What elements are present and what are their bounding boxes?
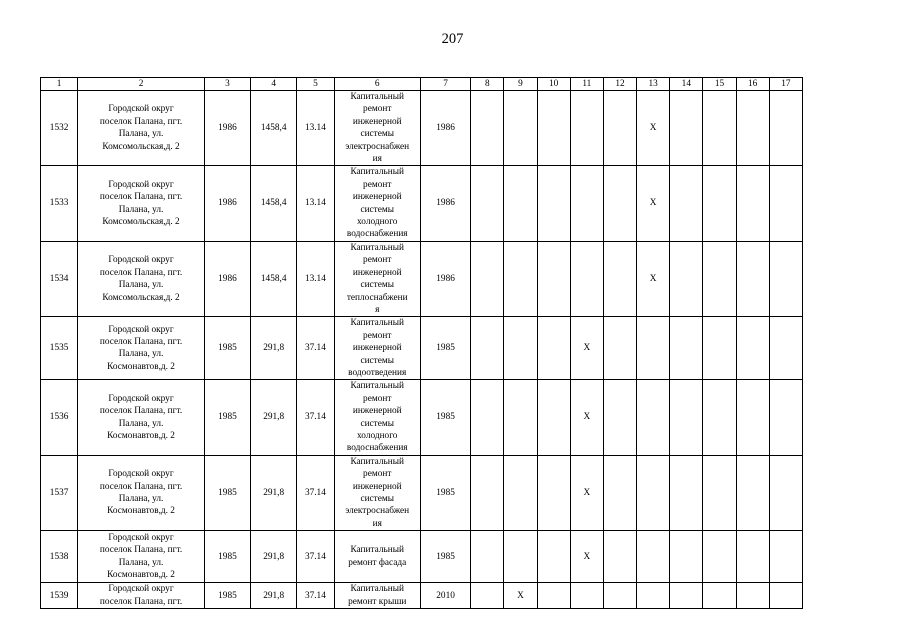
- empty-cell: [637, 380, 670, 455]
- empty-cell: [537, 455, 570, 530]
- area-cell: 291,8: [251, 583, 297, 609]
- address-cell: Городской округ поселок Палана, пгт. Палана, ул. Космонавтов,д. 2: [78, 317, 205, 380]
- empty-cell: [736, 241, 769, 316]
- empty-cell: [570, 91, 603, 166]
- empty-cell: [537, 583, 570, 609]
- empty-cell: [670, 583, 703, 609]
- table-row: [41, 317, 803, 380]
- empty-cell: [670, 91, 703, 166]
- year-built-cell: 1986: [204, 166, 250, 241]
- empty-cell: [703, 317, 736, 380]
- empty-cell: [603, 380, 636, 455]
- column-header: 17: [769, 78, 802, 91]
- code-cell: 13.14: [297, 241, 334, 316]
- column-header: 10: [537, 78, 570, 91]
- year-built-cell: 1985: [204, 531, 250, 583]
- address-cell: Городской округ поселок Палана, пгт. Палана, ул. Комсомольская,д. 2: [78, 241, 205, 316]
- year-built-cell: 1986: [204, 91, 250, 166]
- empty-cell: [504, 455, 537, 530]
- mark-cell: X: [504, 583, 537, 609]
- mark-cell: X: [637, 166, 670, 241]
- area-cell: 291,8: [251, 531, 297, 583]
- empty-cell: [769, 166, 802, 241]
- column-header: 7: [420, 78, 470, 91]
- mark-cell: X: [637, 91, 670, 166]
- empty-cell: [769, 91, 802, 166]
- work-type-cell: Капитальный ремонт инженерной системы холодного водоснабжения: [334, 380, 420, 455]
- row-number-cell: 1539: [41, 583, 78, 609]
- table-row: [41, 455, 803, 530]
- empty-cell: [769, 380, 802, 455]
- empty-cell: [703, 455, 736, 530]
- address-cell: Городской округ поселок Палана, пгт. Палана, ул. Комсомольская,д. 2: [78, 166, 205, 241]
- address-cell: Городской округ поселок Палана, пгт. Палана, ул. Космонавтов,д. 2: [78, 455, 205, 530]
- table-row: [41, 380, 803, 455]
- empty-cell: [670, 241, 703, 316]
- empty-cell: [736, 166, 769, 241]
- empty-cell: [471, 91, 504, 166]
- year-built-cell: 1985: [204, 583, 250, 609]
- address-cell: Городской округ поселок Палана, пгт. Палана, ул. Комсомольская,д. 2: [78, 91, 205, 166]
- empty-cell: [670, 455, 703, 530]
- empty-cell: [471, 380, 504, 455]
- work-year-cell: 1985: [420, 380, 470, 455]
- empty-cell: [537, 380, 570, 455]
- empty-cell: [603, 583, 636, 609]
- code-cell: 37.14: [297, 380, 334, 455]
- empty-cell: [670, 317, 703, 380]
- empty-cell: [537, 91, 570, 166]
- row-number-cell: 1535: [41, 317, 78, 380]
- empty-cell: [471, 166, 504, 241]
- empty-cell: [736, 583, 769, 609]
- empty-cell: [769, 583, 802, 609]
- row-number-cell: 1537: [41, 455, 78, 530]
- column-header: 4: [251, 78, 297, 91]
- empty-cell: [736, 380, 769, 455]
- code-cell: 13.14: [297, 91, 334, 166]
- work-year-cell: 1986: [420, 166, 470, 241]
- empty-cell: [537, 241, 570, 316]
- code-cell: 37.14: [297, 583, 334, 609]
- code-cell: 37.14: [297, 455, 334, 530]
- empty-cell: [570, 166, 603, 241]
- mark-cell: X: [570, 455, 603, 530]
- mark-cell: X: [637, 241, 670, 316]
- column-header: 13: [637, 78, 670, 91]
- area-cell: 1458,4: [251, 166, 297, 241]
- address-cell: Городской округ поселок Палана, пгт.: [78, 583, 205, 609]
- year-built-cell: 1986: [204, 241, 250, 316]
- column-header: 9: [504, 78, 537, 91]
- empty-cell: [670, 380, 703, 455]
- empty-cell: [736, 91, 769, 166]
- empty-cell: [736, 455, 769, 530]
- empty-cell: [471, 583, 504, 609]
- work-type-cell: Капитальный ремонт инженерной системы электроснабжен ия: [334, 455, 420, 530]
- empty-cell: [736, 531, 769, 583]
- empty-cell: [570, 583, 603, 609]
- empty-cell: [471, 455, 504, 530]
- empty-cell: [570, 241, 603, 316]
- column-header: 8: [471, 78, 504, 91]
- column-header: 2: [78, 78, 205, 91]
- empty-cell: [637, 455, 670, 530]
- column-header: 16: [736, 78, 769, 91]
- empty-cell: [537, 531, 570, 583]
- empty-cell: [703, 531, 736, 583]
- row-number-cell: 1532: [41, 91, 78, 166]
- empty-cell: [603, 455, 636, 530]
- empty-cell: [537, 166, 570, 241]
- column-header: 11: [570, 78, 603, 91]
- table-row: [41, 91, 803, 166]
- page-number: 207: [441, 31, 464, 47]
- empty-cell: [703, 166, 736, 241]
- empty-cell: [471, 317, 504, 380]
- mark-cell: X: [570, 531, 603, 583]
- year-built-cell: 1985: [204, 380, 250, 455]
- column-header: 6: [334, 78, 420, 91]
- empty-cell: [736, 317, 769, 380]
- empty-cell: [703, 583, 736, 609]
- work-year-cell: 1985: [420, 317, 470, 380]
- column-header: 12: [603, 78, 636, 91]
- work-year-cell: 1986: [420, 91, 470, 166]
- address-cell: Городской округ поселок Палана, пгт. Палана, ул. Космонавтов,д. 2: [78, 531, 205, 583]
- empty-cell: [504, 91, 537, 166]
- empty-cell: [504, 531, 537, 583]
- empty-cell: [603, 241, 636, 316]
- year-built-cell: 1985: [204, 455, 250, 530]
- area-cell: 1458,4: [251, 241, 297, 316]
- empty-cell: [769, 241, 802, 316]
- work-type-cell: Капитальный ремонт крыши: [334, 583, 420, 609]
- empty-cell: [603, 317, 636, 380]
- work-year-cell: 1985: [420, 455, 470, 530]
- empty-cell: [637, 317, 670, 380]
- code-cell: 37.14: [297, 317, 334, 380]
- empty-cell: [471, 531, 504, 583]
- code-cell: 37.14: [297, 531, 334, 583]
- empty-cell: [769, 455, 802, 530]
- row-number-cell: 1536: [41, 380, 78, 455]
- work-type-cell: Капитальный ремонт инженерной системы электроснабжен ия: [334, 91, 420, 166]
- work-year-cell: 1985: [420, 531, 470, 583]
- work-year-cell: 1986: [420, 241, 470, 316]
- header-row: [41, 78, 803, 91]
- work-type-cell: Капитальный ремонт инженерной системы теплоснабжени я: [334, 241, 420, 316]
- work-type-cell: Капитальный ремонт инженерной системы холодного водоснабжения: [334, 166, 420, 241]
- empty-cell: [504, 241, 537, 316]
- code-cell: 13.14: [297, 166, 334, 241]
- area-cell: 1458,4: [251, 91, 297, 166]
- empty-cell: [537, 317, 570, 380]
- empty-cell: [471, 241, 504, 316]
- empty-cell: [703, 91, 736, 166]
- row-number-cell: 1533: [41, 166, 78, 241]
- empty-cell: [637, 583, 670, 609]
- empty-cell: [670, 531, 703, 583]
- empty-cell: [637, 531, 670, 583]
- work-type-cell: Капитальный ремонт инженерной системы водоотведения: [334, 317, 420, 380]
- row-number-cell: 1538: [41, 531, 78, 583]
- mark-cell: X: [570, 380, 603, 455]
- empty-cell: [703, 241, 736, 316]
- table-row: [41, 583, 803, 609]
- empty-cell: [504, 380, 537, 455]
- table-row: [41, 531, 803, 583]
- area-cell: 291,8: [251, 317, 297, 380]
- column-header: 1: [41, 78, 78, 91]
- column-header: 14: [670, 78, 703, 91]
- capital-repair-table: [40, 77, 803, 609]
- empty-cell: [670, 166, 703, 241]
- empty-cell: [603, 166, 636, 241]
- column-header: 5: [297, 78, 334, 91]
- empty-cell: [703, 380, 736, 455]
- column-header: 15: [703, 78, 736, 91]
- work-type-cell: Капитальный ремонт фасада: [334, 531, 420, 583]
- year-built-cell: 1985: [204, 317, 250, 380]
- table-row: [41, 241, 803, 316]
- area-cell: 291,8: [251, 380, 297, 455]
- work-year-cell: 2010: [420, 583, 470, 609]
- mark-cell: X: [570, 317, 603, 380]
- area-cell: 291,8: [251, 455, 297, 530]
- empty-cell: [504, 317, 537, 380]
- empty-cell: [504, 166, 537, 241]
- empty-cell: [603, 531, 636, 583]
- empty-cell: [769, 531, 802, 583]
- empty-cell: [769, 317, 802, 380]
- empty-cell: [603, 91, 636, 166]
- column-header: 3: [204, 78, 250, 91]
- table-row: [41, 166, 803, 241]
- row-number-cell: 1534: [41, 241, 78, 316]
- address-cell: Городской округ поселок Палана, пгт. Палана, ул. Космонавтов,д. 2: [78, 380, 205, 455]
